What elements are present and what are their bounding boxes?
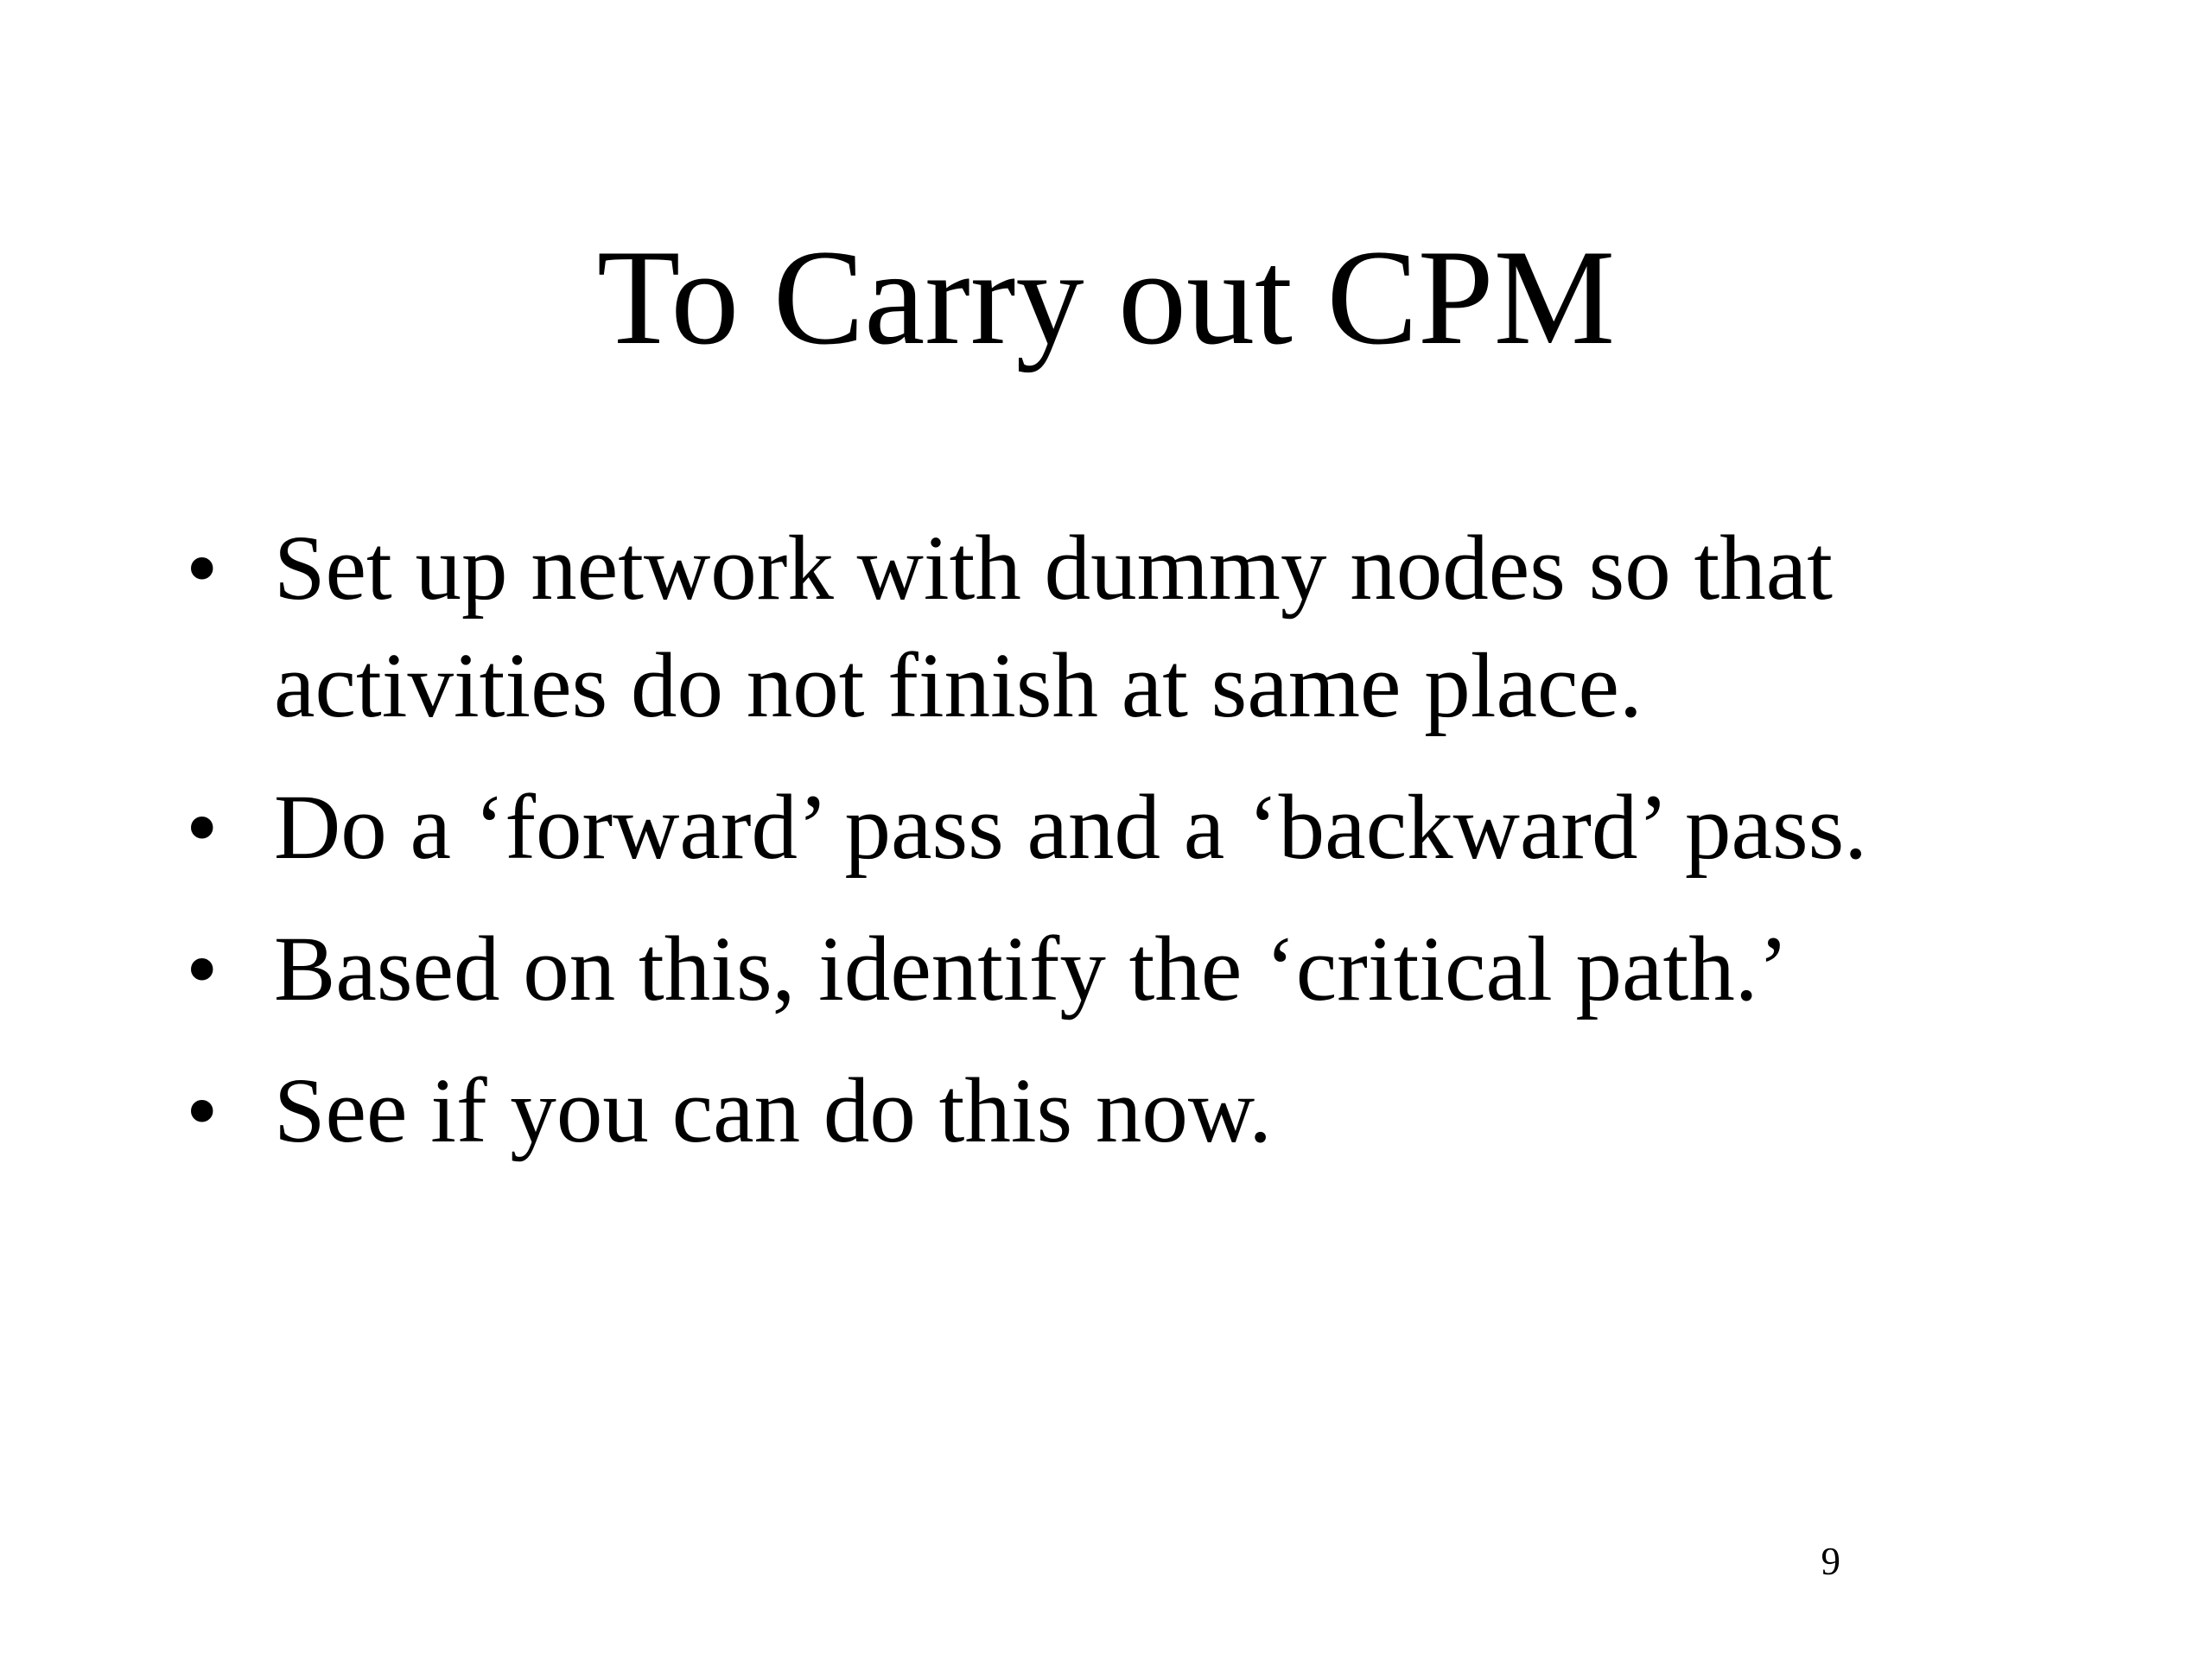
bullet-mark: • — [186, 918, 219, 1020]
bullet-text: Based on this, identify the ‘critical path.’ — [274, 918, 1789, 1020]
bullet-item — [186, 510, 2087, 745]
bullet-text: Set up network with dummy nodes so that activities do not finish at same place. — [274, 518, 1834, 737]
bullet-text: See if you can do this now. — [274, 1060, 1273, 1162]
bullet-mark: • — [186, 777, 219, 879]
bullet-list — [186, 510, 2087, 1194]
bullet-item — [186, 769, 2087, 887]
bullet-text: Do a ‘forward’ pass and a ‘backward’ pass. — [274, 777, 1867, 879]
bullet-item — [186, 1052, 2087, 1170]
bullet-mark: • — [186, 518, 219, 620]
slide-title: To Carry out CPM — [596, 222, 1616, 373]
page-number: 9 — [1821, 1540, 1840, 1583]
bullet-mark: • — [186, 1060, 219, 1162]
bullet-item — [186, 911, 2087, 1028]
